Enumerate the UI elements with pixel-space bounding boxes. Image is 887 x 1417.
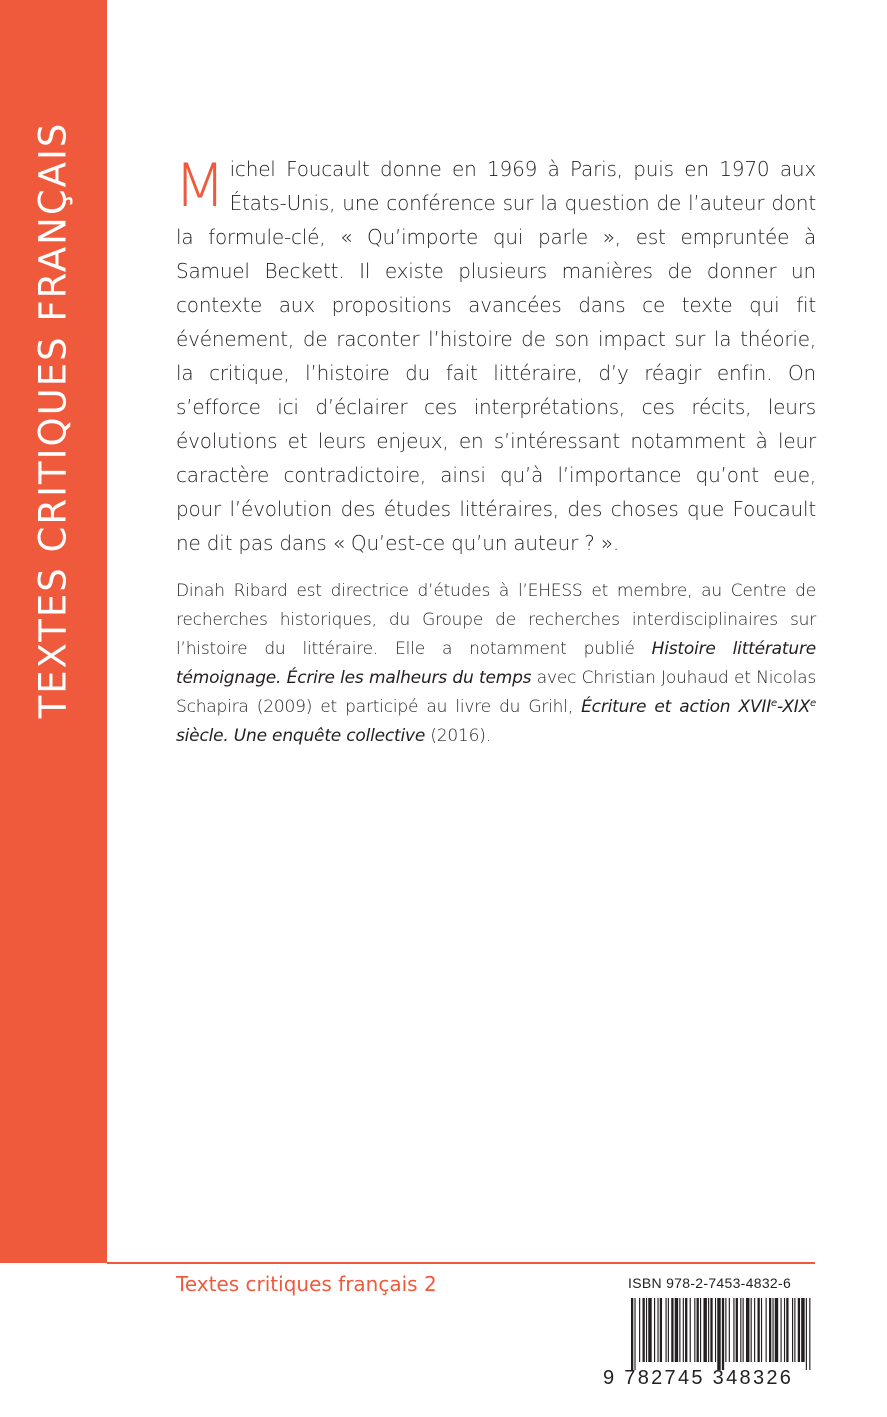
summary-text: ichel Foucault donne en 1969 à Paris, puis en 1970 aux États-Unis, une conférence sur la question de l’auteur dont la formule-clé, « Qu’importe qui parle », est empruntée à Samuel Beckett. Il existe plusieurs manières de donner un contexte aux propositions avancées dans ce texte qui fit événement, de raconter l’histoire de son impact sur la théorie, la critique, l’histoire du fait littéraire, d’y réagir enfin. On s’efforce ici d’éclairer ces interprétations, ces récits, leurs évolutions et leurs enjeux, en s’intéressant notamment à leur caractère contradictoire, ainsi qu’à l’importance qu’ont eue, pour l’évolution des études littéraires, des choses que Foucault ne dit pas dans « Qu’est-ce qu’un auteur ? ». (176, 157, 816, 555)
barcode-digits: 9 782745 348326 (603, 1367, 794, 1389)
book-title-2: Écriture et action XVIIe-XIXe siècle. Une enquête collective (176, 697, 816, 746)
author-bio (176, 577, 816, 751)
bio-text-2: avec Christian Jouhaud et Nicolas Schapira (2009) et participé au livre du Grihl, (176, 668, 816, 717)
summary-paragraph (176, 152, 816, 560)
drop-cap: M (174, 151, 226, 221)
spine-title: TEXTES CRITIQUES FRANÇAIS (31, 121, 75, 719)
barcode (631, 1298, 811, 1370)
book-title-1: Histoire littérature témoignage. Écrire les malheurs du temps (176, 639, 816, 688)
footer-divider (107, 1262, 815, 1264)
bio-text-3: (2016). (425, 726, 491, 746)
bio-text-1: Dinah Ribard est directrice d’études à l’EHESS et membre, au Centre de recherches historiques, du Groupe de recherches interdisciplinaires sur l’histoire du littéraire. Elle a notamment publié (176, 581, 816, 659)
series-label: Textes critiques français 2 (176, 1272, 437, 1296)
spine-band (0, 0, 107, 1263)
isbn-label: ISBN 978-2-7453-4832-6 (628, 1275, 792, 1291)
